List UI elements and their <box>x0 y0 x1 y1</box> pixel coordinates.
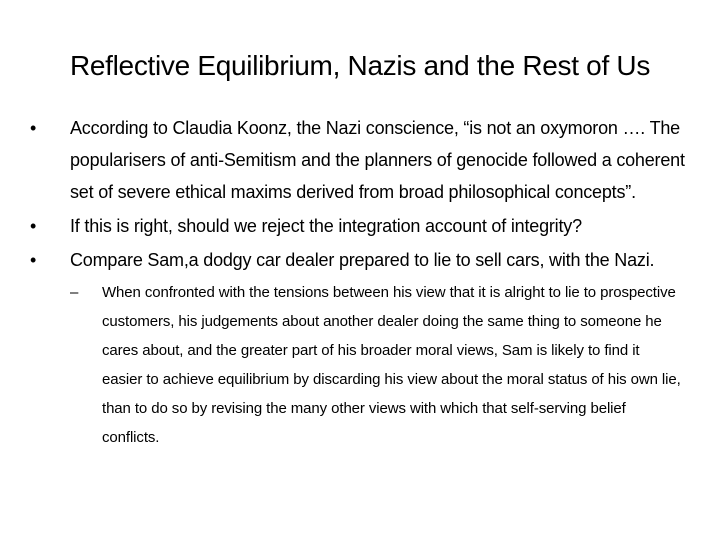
sub-bullet-item <box>30 278 682 452</box>
bullet-marker: • <box>30 250 37 270</box>
sub-bullet-text: When confronted with the tensions between his view that it is alright to lie to prospective customers, his judgements about another dealer doing the same thing to someone he cares about, and the greater part of his broader moral views, Sam is likely to find it easier to achieve equilibrium by discarding his view about the moral status of his own lie, than to do so by revising the many other views with which that self-serving belief conflicts. <box>102 284 681 446</box>
bullet-item-koonz <box>30 112 702 208</box>
sub-bullet-marker: – <box>70 284 79 301</box>
slide-content <box>30 112 702 452</box>
bullet-text: According to Claudia Koonz, the Nazi conscience, “is not an oxymoron …. The popularisers of anti-Semitism and the planners of genocide followed a coherent set of severe ethical maxims derived from broad philosophical concepts”. <box>70 118 685 202</box>
bullet-item-integrity <box>30 210 702 242</box>
bullet-text: Compare Sam,a dodgy car dealer prepared to lie to sell cars, with the Nazi. <box>70 250 655 270</box>
bullet-marker: • <box>30 216 37 236</box>
bullet-marker: • <box>30 118 37 138</box>
bullet-item-sam <box>30 244 702 276</box>
slide-title: Reflective Equilibrium, Nazis and the Rest of Us <box>69 50 651 81</box>
bullet-text: If this is right, should we reject the integration account of integrity? <box>70 216 582 236</box>
